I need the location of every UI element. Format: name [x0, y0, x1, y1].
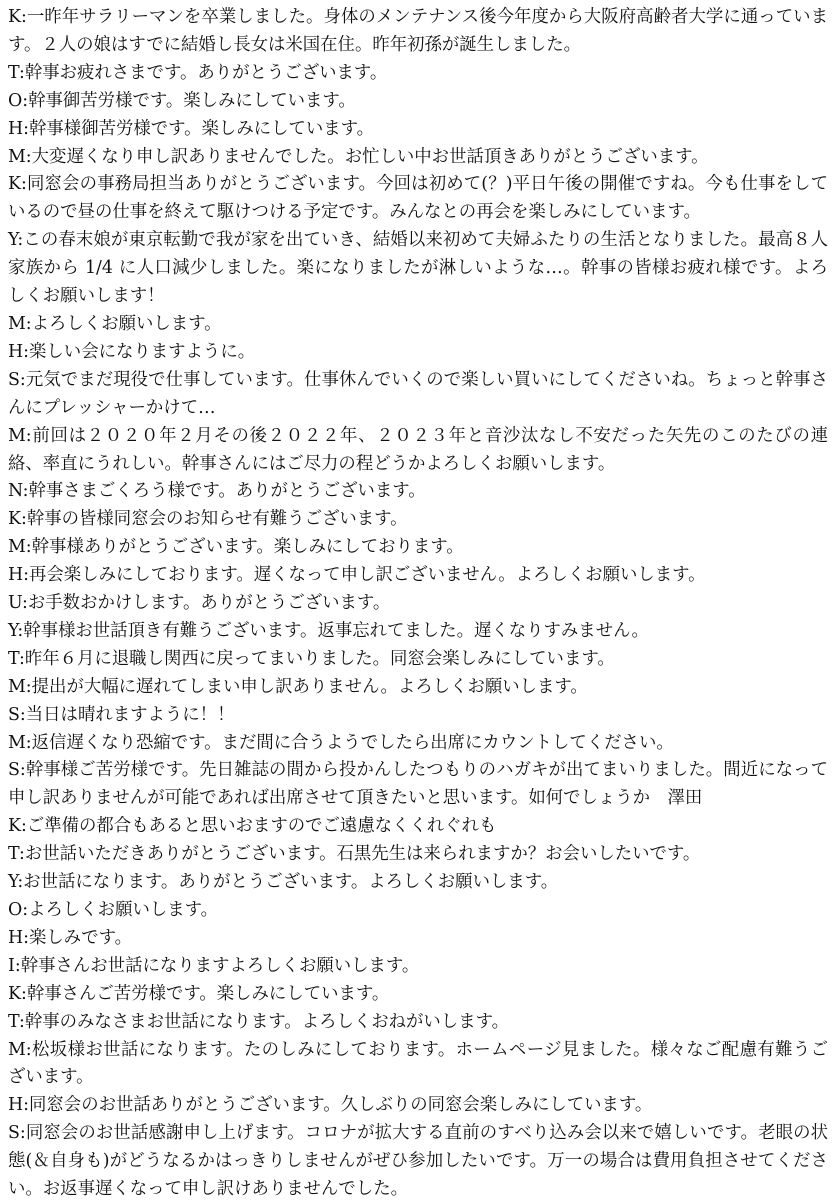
- message-entry: M:幹事様ありがとうございます。楽しみにしております。: [8, 537, 464, 558]
- message-entry: M:大変遅くなり申し訳ありませんでした。お忙しい中お世話頂きありがとうございます。: [8, 146, 709, 167]
- message-entry: K:一昨年サラリーマンを卒業しました。身体のメンテナンス後今年度から大阪府高齢者大学に通っています。２人の娘はすでに結婚し長女は米国在住。昨年初孫が誕生しました。: [8, 7, 828, 55]
- message-entry: H:幹事様御苦労様です。楽しみにしています。: [8, 118, 375, 139]
- message-entry: Y:幹事様お世話頂き有難うございます。返事忘れてました。遅くなりすみません。: [8, 620, 649, 641]
- message-entry: I:幹事さんお世話になりますよろしくお願いします。: [8, 955, 420, 976]
- message-entry: H:同窓会のお世話ありがとうございます。久しぶりの同窓会楽しみにしています。: [8, 1095, 653, 1116]
- message-entry: M:提出が大幅に遅れてしまい申し訳ありません。よろしくお願いします。: [8, 676, 588, 697]
- message-entry: H:楽しい会になりますように。: [8, 341, 256, 362]
- message-entry: O:幹事御苦労様です。楽しみにしています。: [8, 90, 356, 111]
- message-entry: Y:お世話になります。ありがとうございます。よろしくお願いします。: [8, 872, 559, 893]
- message-entry: H:楽しみです。: [8, 927, 132, 948]
- message-entry: K:ご準備の都合もあると思いおますのでご遠慮なくくれぐれも: [8, 816, 497, 837]
- message-entry: M:よろしくお願いします。: [8, 313, 222, 334]
- message-entry: M:前回は２０２０年２月その後２０２２年、２０２３年と音沙汰なし不安だった矢先のこのたびの連絡、率直にうれしい。幹事さんにはご尽力の程どうかよろしくお願いします。: [8, 425, 828, 474]
- message-entry: K:同窓会の事務局担当ありがとうございます。今回は初めて(？)平日午後の開催ですね。今も仕事をしているので昼の仕事を終えて駆けつける予定です。みんなとの再会を楽しみにしています。: [8, 174, 828, 223]
- message-entry: T:幹事のみなさまお世話になります。よろしくおねがいします。: [8, 1011, 509, 1032]
- message-entry: O:よろしくお願いします。: [8, 900, 219, 920]
- message-entry: U:お手数おかけします。ありがとうございます。: [8, 593, 391, 614]
- message-entry: K:幹事の皆様同窓会のお知らせ有難うございます。: [8, 509, 408, 530]
- message-entry: M:松坂様お世話になります。たのしみにしております。ホームページ見ました。様々なご配慮有難うございます。: [8, 1039, 828, 1088]
- message-entry: S:元気でまだ現役で仕事しています。仕事休んでいくので楽しい買いにしてくださいね。ちょっと幹事さんにプレッシャーかけて…: [8, 369, 828, 418]
- message-entry: K:幹事さんご苦労様です。楽しみにしています。: [8, 983, 390, 1004]
- message-entry: S:幹事様ご苦労様です。先日雑誌の間から投かんしたつもりのハガキが出てまいりました。間近になって申し訳ありませんが可能であれば出席させて頂きたいと思います。如何でしょうか 澤田: [8, 760, 828, 809]
- message-entry: H:再会楽しみにしております。遅くなって申し訳ございません。よろしくお願いします。: [8, 565, 706, 586]
- message-entry: S:当日は晴れますように！！: [8, 704, 235, 725]
- message-entry: N:幹事さまごくろう様です。ありがとうございます。: [8, 481, 426, 502]
- message-entry: T:昨年６月に退職し関西に戻ってまいりました。同窓会楽しみにしています。: [8, 648, 615, 669]
- message-entry: T:幹事お疲れさまです。ありがとうございます。: [8, 62, 388, 83]
- message-entry: T:お世話いただきありがとうございます。石黒先生は来られますか？お会いしたいです。: [8, 844, 701, 865]
- message-entry: Y:この春末娘が東京転勤で我が家を出ていき、結婚以来初めて夫婦ふたりの生活となりました。最高８人家族から 1/4 に人口減少しました。楽になりましたが淋しいような…。幹事の皆様お疲れ様です。よろしくお願いします！: [8, 230, 828, 307]
- message-entry: M:返信遅くなり恐縮です。まだ間に合うようでしたら出席にカウントしてください。: [8, 732, 674, 753]
- message-entry: S:同窓会のお世話感謝申し上げます。コロナが拡大する直前のすべり込み会以来で嬉しいです。老眼の状態(＆自身も)がどうなるかはっきりしませんがぜひ参加したいです。万一の場合は費用負担させてください。お返事遅くなって申し訳けありませんでした。: [8, 1123, 828, 1200]
